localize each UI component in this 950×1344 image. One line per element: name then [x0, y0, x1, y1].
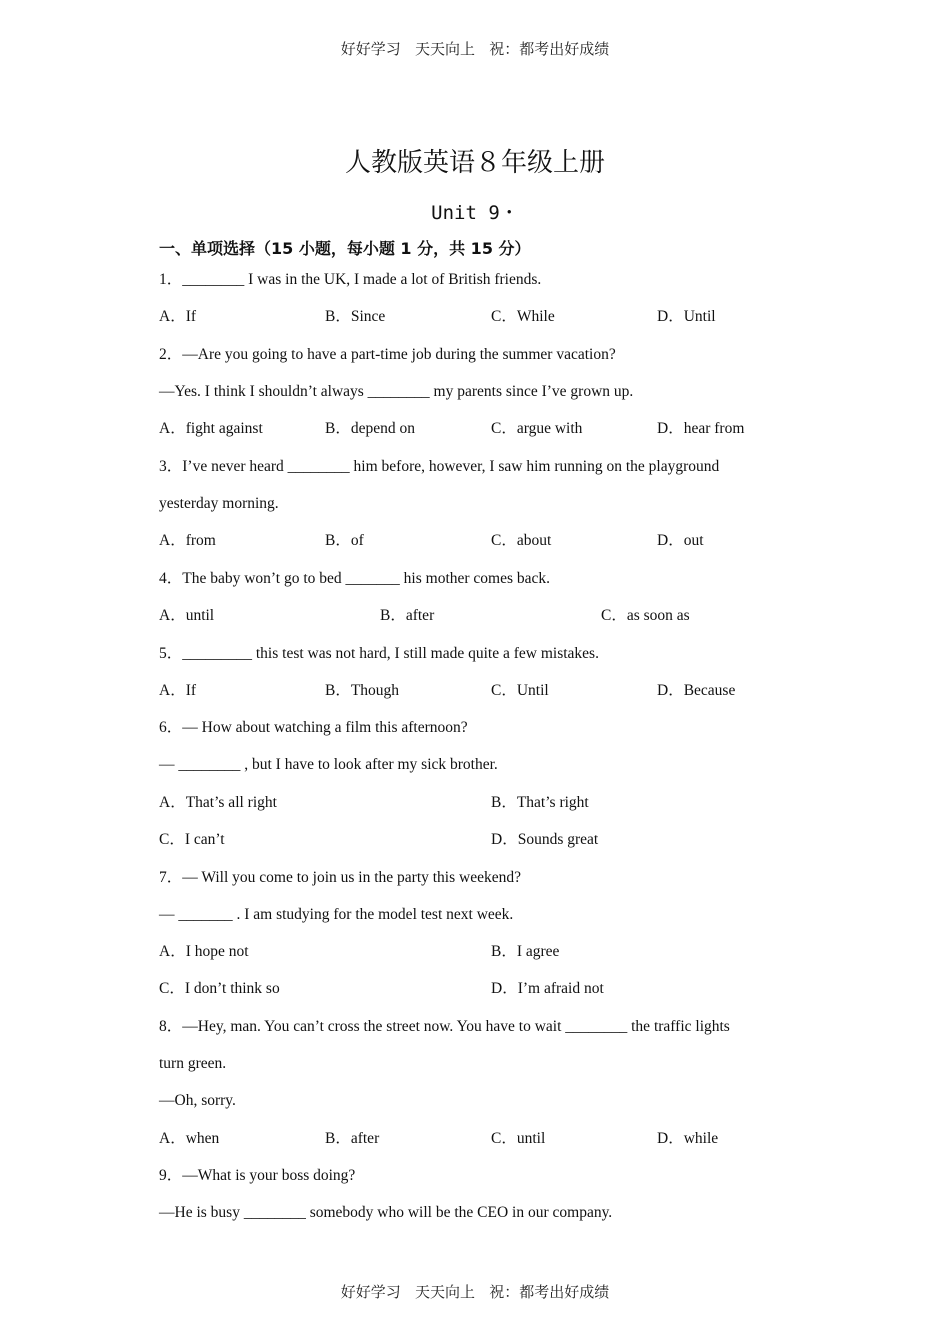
unit-subtitle: Unit 9・	[431, 202, 519, 224]
question-7-option-d: D．I’m afraid not	[491, 980, 604, 997]
question-6-stem: 6．— How about watching a film this afternoon?	[159, 719, 468, 736]
question-4-option-a: A．until	[159, 607, 215, 624]
question-2-option-c: C．argue with	[491, 420, 583, 437]
question-9-stem-line-2: —He is busy ________ somebody who will be the CEO in our company.	[159, 1204, 613, 1221]
question-2-option-a: A．fight against	[159, 420, 263, 437]
question-4-stem: 4．The baby won’t go to bed _______ his mother comes back.	[159, 570, 551, 587]
question-8-option-d: D．while	[657, 1130, 719, 1147]
question-7-option-c: C．I don’t think so	[159, 980, 280, 997]
question-2-stem-line-2: —Yes. I think I shouldn’t always ________ my parents since I’ve grown up.	[159, 383, 634, 400]
question-8-option-a: A．when	[159, 1130, 220, 1147]
question-3-option-d: D．out	[657, 532, 704, 549]
question-3-option-b: B．of	[325, 532, 364, 549]
question-6-option-d: D．Sounds great	[491, 831, 599, 848]
question-7-stem-line-2: — _______ . I am studying for the model test next week.	[159, 906, 514, 923]
question-1-stem: 1．________ I was in the UK, I made a lot of British friends.	[159, 271, 542, 288]
question-3-stem: 3．I’ve never heard ________ him before, however, I saw him running on the playground	[159, 458, 720, 475]
question-8-option-c: C．until	[491, 1130, 546, 1147]
document-title: 人教版英语８年级上册	[344, 148, 605, 178]
question-1-option-d: D．Until	[657, 308, 716, 325]
question-7-option-a: A．I hope not	[159, 943, 249, 960]
question-5-option-a: A．If	[159, 682, 197, 699]
question-5-stem: 5．_________ this test was not hard, I still made quite a few mistakes.	[159, 645, 599, 662]
question-2-stem: 2．—Are you going to have a part-time job during the summer vacation?	[159, 346, 616, 363]
question-4-option-c: C．as soon as	[601, 607, 690, 624]
question-6-option-c: C．I can’t	[159, 831, 225, 848]
section-heading: 一、单项选择（15 小题，每小题 1 分，共 15 分）	[159, 239, 531, 258]
question-2-option-b: B．depend on	[325, 420, 415, 437]
question-1-option-c: C．While	[491, 308, 555, 325]
question-5-option-d: D．Because	[657, 682, 736, 699]
question-1-option-a: A．If	[159, 308, 197, 325]
question-5-option-b: B．Though	[325, 682, 400, 699]
question-2-option-d: D．hear from	[657, 420, 745, 437]
question-8-stem: 8．—Hey, man. You can’t cross the street now. You have to wait ________ the traffic lights	[159, 1018, 730, 1035]
question-3-option-c: C．about	[491, 532, 552, 549]
page-footer: 好好学习 天天向上 祝：都考出好成绩	[340, 1283, 610, 1301]
question-3-option-a: A．from	[159, 532, 216, 549]
question-3-stem-line-2: yesterday morning.	[159, 495, 279, 512]
question-6-option-a: A．That’s all right	[159, 794, 277, 811]
question-1-option-b: B．Since	[325, 308, 386, 325]
question-7-option-b: B．I agree	[491, 943, 560, 960]
question-7-stem: 7．— Will you come to join us in the party this weekend?	[159, 869, 521, 886]
question-9-stem: 9．—What is your boss doing?	[159, 1167, 356, 1184]
question-8-stem-line-3: —Oh, sorry.	[159, 1092, 236, 1109]
question-4-option-b: B．after	[380, 607, 435, 624]
question-8-option-b: B．after	[325, 1130, 380, 1147]
question-6-stem-line-2: — ________ , but I have to look after my sick brother.	[159, 756, 498, 773]
question-8-stem-line-2: turn green.	[159, 1055, 227, 1072]
question-6-option-b: B．That’s right	[491, 794, 589, 811]
question-5-option-c: C．Until	[491, 682, 549, 699]
page-header: 好好学习 天天向上 祝：都考出好成绩	[340, 40, 610, 58]
